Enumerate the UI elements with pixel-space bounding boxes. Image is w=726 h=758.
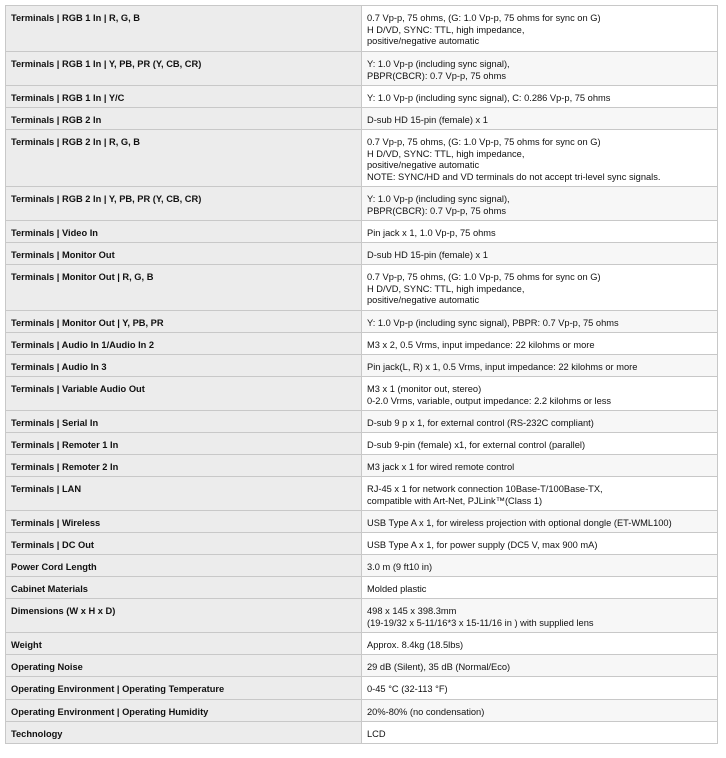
spec-row <box>6 599 718 633</box>
spec-row <box>6 243 718 265</box>
spec-value-line: positive/negative automatic <box>367 36 480 46</box>
spec-value-line: PBPR(CBCR): 0.7 Vp-p, 75 ohms <box>367 70 506 81</box>
spec-value <box>362 411 718 433</box>
spec-row <box>6 187 718 221</box>
spec-value-line: M3 x 1 (monitor out, stereo) <box>367 384 482 394</box>
spec-label: Terminals | Remoter 2 In <box>6 455 362 477</box>
spec-label: Dimensions (W x H x D) <box>6 599 362 633</box>
spec-value-line: D-sub HD 15-pin (female) x 1 <box>367 115 488 125</box>
spec-value-line: 0.7 Vp-p, 75 ohms, (G: 1.0 Vp-p, 75 ohms for sync on G) <box>367 13 601 23</box>
spec-value <box>362 477 718 511</box>
spec-value-line: 0.7 Vp-p, 75 ohms, (G: 1.0 Vp-p, 75 ohms for sync on G) <box>367 272 601 282</box>
spec-value <box>362 355 718 377</box>
spec-value-line: LCD <box>367 729 386 739</box>
spec-value <box>362 555 718 577</box>
spec-value <box>362 108 718 130</box>
spec-value-line: USB Type A x 1, for wireless projection with optional dongle (ET-WML100) <box>367 518 672 528</box>
spec-row <box>6 6 718 52</box>
spec-label: Operating Noise <box>6 655 362 677</box>
spec-value <box>362 265 718 311</box>
spec-row <box>6 333 718 355</box>
spec-value <box>362 722 718 744</box>
spec-label: Terminals | RGB 1 In | R, G, B <box>6 6 362 52</box>
spec-value-line: 3.0 m (9 ft10 in) <box>367 562 433 572</box>
spec-row <box>6 86 718 108</box>
spec-value-line: Pin jack(L, R) x 1, 0.5 Vrms, input impedance: 22 kilohms or more <box>367 362 638 372</box>
spec-value-line: Approx. 8.4kg (18.5lbs) <box>367 640 464 650</box>
spec-label: Terminals | Remoter 1 In <box>6 433 362 455</box>
spec-value-line: Molded plastic <box>367 584 427 594</box>
spec-value-line: USB Type A x 1, for power supply (DC5 V, max 900 mA) <box>367 540 598 550</box>
spec-row <box>6 265 718 311</box>
spec-value <box>362 130 718 187</box>
spec-label: Power Cord Length <box>6 555 362 577</box>
spec-value-line: positive/negative automatic <box>367 295 480 305</box>
spec-value <box>362 187 718 221</box>
spec-row <box>6 577 718 599</box>
spec-value-line: compatible with Art-Net, PJLink™(Class 1) <box>367 495 543 506</box>
spec-value-line: D-sub HD 15-pin (female) x 1 <box>367 250 488 260</box>
spec-row <box>6 311 718 333</box>
spec-row <box>6 355 718 377</box>
spec-label: Terminals | RGB 2 In <box>6 108 362 130</box>
spec-value <box>362 52 718 86</box>
spec-value-line: D-sub 9 p x 1, for external control (RS-232C compliant) <box>367 418 594 428</box>
spec-value-line: 0-2.0 Vrms, variable, output impedance: 2.2 kilohms or less <box>367 395 612 406</box>
spec-value-line: H D/VD, SYNC: TTL, high impedance, <box>367 24 525 35</box>
spec-row <box>6 411 718 433</box>
spec-label: Terminals | RGB 2 In | R, G, B <box>6 130 362 187</box>
spec-row <box>6 477 718 511</box>
spec-value-line: NOTE: SYNC/HD and VD terminals do not accept tri-level sync signals. <box>367 171 661 182</box>
spec-label: Terminals | Video In <box>6 221 362 243</box>
spec-value <box>362 455 718 477</box>
spec-row <box>6 130 718 187</box>
spec-row <box>6 433 718 455</box>
spec-label: Terminals | Serial In <box>6 411 362 433</box>
spec-label: Terminals | Wireless <box>6 511 362 533</box>
spec-value-line: Y: 1.0 Vp-p (including sync signal), PBPR: 0.7 Vp-p, 75 ohms <box>367 318 619 328</box>
spec-value <box>362 577 718 599</box>
spec-value-line: M3 x 2, 0.5 Vrms, input impedance: 22 kilohms or more <box>367 340 595 350</box>
spec-value-line: 498 x 145 x 398.3mm <box>367 606 457 616</box>
spec-label: Terminals | RGB 2 In | Y, PB, PR (Y, CB, CR) <box>6 187 362 221</box>
spec-value-line: 20%-80% (no condensation) <box>367 707 485 717</box>
spec-label: Terminals | RGB 1 In | Y/C <box>6 86 362 108</box>
spec-row <box>6 533 718 555</box>
spec-label: Weight <box>6 633 362 655</box>
spec-value <box>362 221 718 243</box>
spec-label: Cabinet Materials <box>6 577 362 599</box>
spec-value-line: Y: 1.0 Vp-p (including sync signal), <box>367 59 510 69</box>
spec-row <box>6 700 718 722</box>
spec-row <box>6 655 718 677</box>
spec-label: Terminals | DC Out <box>6 533 362 555</box>
spec-row <box>6 221 718 243</box>
spec-value-line: Pin jack x 1, 1.0 Vp-p, 75 ohms <box>367 228 496 238</box>
spec-label: Terminals | RGB 1 In | Y, PB, PR (Y, CB, CR) <box>6 52 362 86</box>
spec-label: Operating Environment | Operating Temperature <box>6 677 362 700</box>
spec-row <box>6 722 718 744</box>
spec-value-line: 0-45 °C (32-113 °F) <box>367 684 448 694</box>
spec-value <box>362 511 718 533</box>
spec-row <box>6 455 718 477</box>
spec-value-line: H D/VD, SYNC: TTL, high impedance, <box>367 283 525 294</box>
spec-value-line: PBPR(CBCR): 0.7 Vp-p, 75 ohms <box>367 205 506 216</box>
spec-label: Terminals | Audio In 3 <box>6 355 362 377</box>
spec-value-line: Y: 1.0 Vp-p (including sync signal), C: 0.286 Vp-p, 75 ohms <box>367 93 611 103</box>
spec-row <box>6 52 718 86</box>
spec-value-line: RJ-45 x 1 for network connection 10Base-T/100Base-TX, <box>367 484 603 494</box>
spec-value <box>362 655 718 677</box>
spec-label: Terminals | LAN <box>6 477 362 511</box>
spec-value-line: 0.7 Vp-p, 75 ohms, (G: 1.0 Vp-p, 75 ohms for sync on G) <box>367 137 601 147</box>
spec-table <box>5 5 718 744</box>
spec-value-line: (19-19/32 x 5-11/16*3 x 15-11/16 in ) with supplied lens <box>367 617 594 628</box>
spec-value <box>362 677 718 700</box>
spec-value-line: M3 jack x 1 for wired remote control <box>367 462 515 472</box>
spec-row <box>6 633 718 655</box>
spec-value <box>362 86 718 108</box>
spec-value-line: 29 dB (Silent), 35 dB (Normal/Eco) <box>367 662 511 672</box>
spec-table-body <box>6 6 718 744</box>
spec-label: Terminals | Monitor Out <box>6 243 362 265</box>
spec-value <box>362 533 718 555</box>
spec-label: Technology <box>6 722 362 744</box>
spec-value <box>362 243 718 265</box>
spec-value <box>362 377 718 411</box>
spec-row <box>6 377 718 411</box>
spec-row <box>6 555 718 577</box>
spec-value <box>362 333 718 355</box>
spec-label: Terminals | Monitor Out | R, G, B <box>6 265 362 311</box>
spec-value-line: H D/VD, SYNC: TTL, high impedance, <box>367 148 525 159</box>
spec-value-line: Y: 1.0 Vp-p (including sync signal), <box>367 194 510 204</box>
spec-value <box>362 6 718 52</box>
spec-row <box>6 677 718 700</box>
spec-value <box>362 599 718 633</box>
spec-value <box>362 311 718 333</box>
spec-label: Operating Environment | Operating Humidity <box>6 700 362 722</box>
spec-label: Terminals | Variable Audio Out <box>6 377 362 411</box>
spec-value <box>362 633 718 655</box>
spec-label: Terminals | Audio In 1/Audio In 2 <box>6 333 362 355</box>
spec-value-line: positive/negative automatic <box>367 160 480 170</box>
spec-value-line: D-sub 9-pin (female) x1, for external control (parallel) <box>367 440 586 450</box>
spec-label: Terminals | Monitor Out | Y, PB, PR <box>6 311 362 333</box>
spec-row <box>6 108 718 130</box>
spec-row <box>6 511 718 533</box>
spec-value <box>362 433 718 455</box>
spec-value <box>362 700 718 722</box>
